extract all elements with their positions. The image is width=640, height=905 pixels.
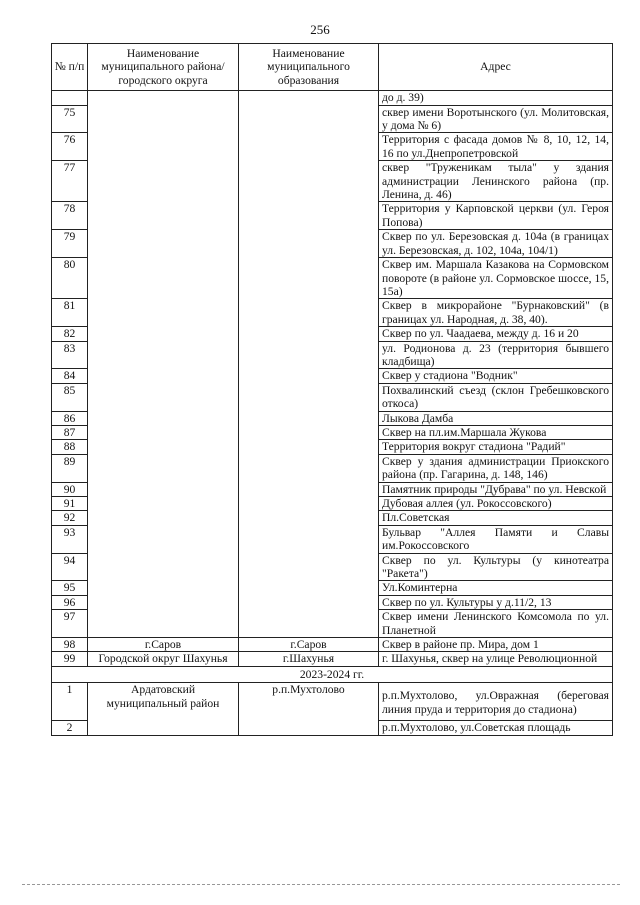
cell-num: 87 (52, 425, 88, 439)
cell-num: 97 (52, 610, 88, 638)
header-district: Наименование муниципального района/ городского округа (88, 44, 239, 91)
cell-address: Пл.Советская (379, 511, 613, 525)
cell-address: Лыкова Дамба (379, 411, 613, 425)
header-address: Адрес (379, 44, 613, 91)
page-number: 256 (310, 22, 330, 37)
cell-num: 98 (52, 638, 88, 652)
cell-num: 83 (52, 341, 88, 369)
cell-num: 79 (52, 230, 88, 258)
cell-formation: г.Саров (239, 638, 379, 652)
cell-address: Памятник природы "Дубрава" по ул. Невской (379, 482, 613, 496)
cell-num: 78 (52, 202, 88, 230)
header-num: № п/п (52, 44, 88, 91)
cell-address: Территория у Карповской церкви (ул. Героя Попова) (379, 202, 613, 230)
cell-district: Городской округ Шахунья (88, 652, 239, 666)
cell-num: 84 (52, 369, 88, 383)
cell-address: Сквер им. Маршала Казакова на Сормовском повороте (в районе ул. Сормовское шоссе, 15, 15а) (379, 258, 613, 299)
cell-num: 96 (52, 595, 88, 609)
cell-num: 80 (52, 258, 88, 299)
cell-district-merged (88, 91, 239, 638)
cell-address: Сквер в районе пр. Мира, дом 1 (379, 638, 613, 652)
cell-address: Сквер у здания администрации Приокского района (пр. Гагарина, д. 148, 146) (379, 454, 613, 482)
cell-num: 1 (52, 683, 88, 721)
cell-address: г. Шахунья, сквер на улице Революционной (379, 652, 613, 666)
cell-num: 82 (52, 327, 88, 341)
cell-num: 75 (52, 105, 88, 133)
cell-district: г.Саров (88, 638, 239, 652)
cell-num: 95 (52, 581, 88, 595)
cell-address: Дубовая аллея (ул. Рокоссовского) (379, 497, 613, 511)
cell-address: Сквер по ул. Культуры (у кинотеатра "Ракета") (379, 553, 613, 581)
cell-address: сквер "Труженикам тыла" у здания администрации Ленинского района (пр. Ленина, д. 46) (379, 161, 613, 202)
cell-address: сквер имени Воротынского (ул. Молитовская, у дома № 6) (379, 105, 613, 133)
parks-table (51, 43, 613, 736)
cell-num: 94 (52, 553, 88, 581)
cell-address: ул. Родионова д. 23 (территория бывшего кладбища) (379, 341, 613, 369)
cell-address: Сквер у стадиона "Водник" (379, 369, 613, 383)
cell-num: 2 (52, 721, 88, 735)
cell-num: 86 (52, 411, 88, 425)
table-row (52, 652, 613, 666)
header-formation: Наименование муниципального образования (239, 44, 379, 91)
cell-num: 77 (52, 161, 88, 202)
cell-num: 89 (52, 454, 88, 482)
table-row (52, 683, 613, 721)
cell-num: 91 (52, 497, 88, 511)
cell-address: до д. 39) (379, 91, 613, 105)
cell-address: Сквер по ул. Культуры у д.11/2, 13 (379, 595, 613, 609)
table-header-row (52, 44, 613, 91)
cell-num: 81 (52, 299, 88, 327)
year-section-row (52, 666, 613, 682)
cell-address: Сквер по ул. Березовская д. 104а (в границах ул. Березовская, д. 102, 104а, 104/1) (379, 230, 613, 258)
cell-address: р.п.Мухтолово, ул.Советская площадь (379, 721, 613, 735)
cell-address: Сквер на пл.им.Маршала Жукова (379, 425, 613, 439)
cell-num: 76 (52, 133, 88, 161)
cell-address: р.п.Мухтолово, ул.Овражная (береговая линия пруда и территория до стадиона) (379, 683, 613, 721)
bottom-divider (22, 884, 620, 885)
table-body (52, 91, 613, 735)
cell-num: 93 (52, 525, 88, 553)
cell-formation: р.п.Мухтолово (239, 683, 379, 735)
table-row (52, 638, 613, 652)
cell-address: Ул.Коминтерна (379, 581, 613, 595)
cell-num: 99 (52, 652, 88, 666)
cell-num: 90 (52, 482, 88, 496)
cell-address: Сквер имени Ленинского Комсомола по ул. Планетной (379, 610, 613, 638)
cell-formation-merged (239, 91, 379, 638)
cell-district: Ардатовский муниципальный район (88, 683, 239, 735)
cell-address: Бульвар "Аллея Памяти и Славы им.Рокоссовского (379, 525, 613, 553)
cell-num: 92 (52, 511, 88, 525)
cell-num (52, 91, 88, 105)
cell-address: Территория с фасада домов № 8, 10, 12, 14, 16 по ул.Днепропетровской (379, 133, 613, 161)
table-row (52, 91, 613, 105)
cell-num: 85 (52, 383, 88, 411)
cell-address: Похвалинский съезд (склон Гребешковского откоса) (379, 383, 613, 411)
year-heading: 2023-2024 гг. (52, 666, 613, 682)
cell-address: Территория вокруг стадиона "Радий" (379, 440, 613, 454)
cell-address: Сквер по ул. Чаадаева, между д. 16 и 20 (379, 327, 613, 341)
cell-formation: г.Шахунья (239, 652, 379, 666)
cell-num: 88 (52, 440, 88, 454)
cell-address: Сквер в микрорайоне "Бурнаковский" (в границах ул. Народная, д. 38, 40). (379, 299, 613, 327)
